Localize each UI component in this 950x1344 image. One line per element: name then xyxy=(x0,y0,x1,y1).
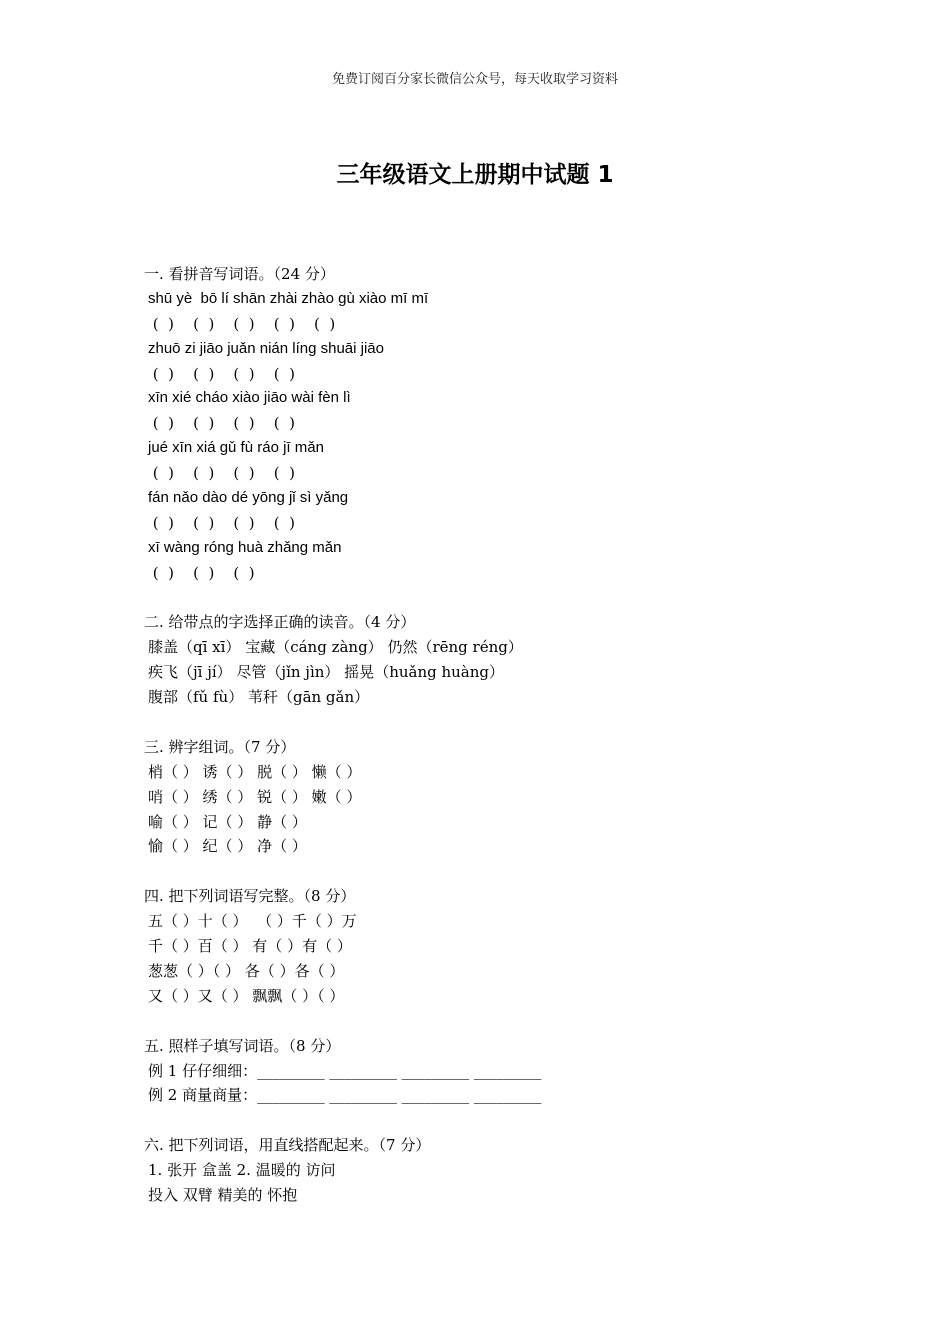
pinyin-line: xī wàng róng huà zhǎng mǎn xyxy=(148,538,342,556)
question-line: ( ) ( ) ( ) ( ) xyxy=(148,364,295,383)
pinyin-line: jué xīn xiá gǔ fù ráo jī mǎn xyxy=(148,439,324,457)
question-line: 葱葱（ ）（ ） 各（ ）各（ ） xyxy=(148,961,345,980)
question-line: 疾飞（jī jí） 尽管（jǐn jìn） 摇晃（huǎng huàng） xyxy=(148,663,505,682)
question-line: 腹部（fǔ fù） 苇秆（gān gǎn） xyxy=(148,688,370,707)
section-spacer xyxy=(144,1009,844,1034)
section-6 xyxy=(144,1133,844,1208)
question-line: 膝盖（qī xī） 宝藏（cáng zàng） 仍然（rēng réng） xyxy=(148,638,523,657)
exam-content xyxy=(144,262,844,1208)
section-heading: 二. 给带点的字选择正确的读音。（4 分） xyxy=(144,613,416,632)
question-line: 喻（ ） 记（ ） 静（ ） xyxy=(148,812,307,831)
pinyin-line: xīn xié cháo xiào jiāo wài fèn lì xyxy=(148,389,351,407)
section-4 xyxy=(144,884,844,1008)
question-line: 愉（ ） 纪（ ） 净（ ） xyxy=(148,837,307,856)
section-heading: 六. 把下列词语，用直线搭配起来。（7 分） xyxy=(144,1136,431,1155)
header-note: 免费订阅百分家长微信公众号，每天收取学习资料 xyxy=(331,72,618,87)
section-spacer xyxy=(144,1108,844,1133)
section-heading: 三. 辨字组词。（7 分） xyxy=(144,737,296,756)
question-line: 梢（ ） 诱（ ） 脱（ ） 懒（ ） xyxy=(148,762,362,781)
section-2 xyxy=(144,610,844,710)
section-spacer xyxy=(144,859,844,884)
question-line: 五（ ）十（ ） （ ）千（ ）万 xyxy=(148,912,357,931)
pinyin-line: zhuō zi jiāo juǎn nián líng shuāi jiāo xyxy=(148,339,384,357)
section-spacer xyxy=(144,586,844,611)
question-line: 哨（ ） 绣（ ） 锐（ ） 嫩（ ） xyxy=(148,787,362,806)
section-heading: 四. 把下列词语写完整。（8 分） xyxy=(144,887,356,906)
pinyin-line: fán nǎo dào dé yōng jǐ sì yǎng xyxy=(148,489,349,507)
question-line: 1. 张开 盒盖 2. 温暖的 访问 xyxy=(148,1161,336,1180)
question-line: ( ) ( ) ( ) xyxy=(148,563,255,582)
document-title: 三年级语文上册期中试题 1 xyxy=(336,162,614,188)
question-line: 投入 双臂 精美的 怀抱 xyxy=(148,1185,298,1204)
pinyin-line: shū yè bō lí shān zhài zhào gù xiào mī mī xyxy=(148,289,429,307)
question-line: 又（ ）又（ ） 飘飘（ ）（ ） xyxy=(148,986,345,1005)
section-heading: 一. 看拼音写词语。（24 分） xyxy=(144,265,335,283)
section-3 xyxy=(144,735,844,859)
question-line: ( ) ( ) ( ) ( ) xyxy=(148,464,295,483)
question-line: 例 1 仔仔细细：_________ _________ _________ _________ xyxy=(148,1061,542,1080)
section-1 xyxy=(144,262,844,586)
question-line: ( ) ( ) ( ) ( ) ( ) xyxy=(148,314,336,333)
question-line: 例 2 商量商量：_________ _________ _________ _________ xyxy=(148,1086,542,1105)
section-heading: 五. 照样子填写词语。（8 分） xyxy=(144,1036,341,1055)
question-line: ( ) ( ) ( ) ( ) xyxy=(148,513,295,532)
section-5 xyxy=(144,1034,844,1109)
question-line: 千（ ）百（ ） 有（ ）有（ ） xyxy=(148,937,352,956)
question-line: ( ) ( ) ( ) ( ) xyxy=(148,414,295,433)
section-spacer xyxy=(144,710,844,735)
